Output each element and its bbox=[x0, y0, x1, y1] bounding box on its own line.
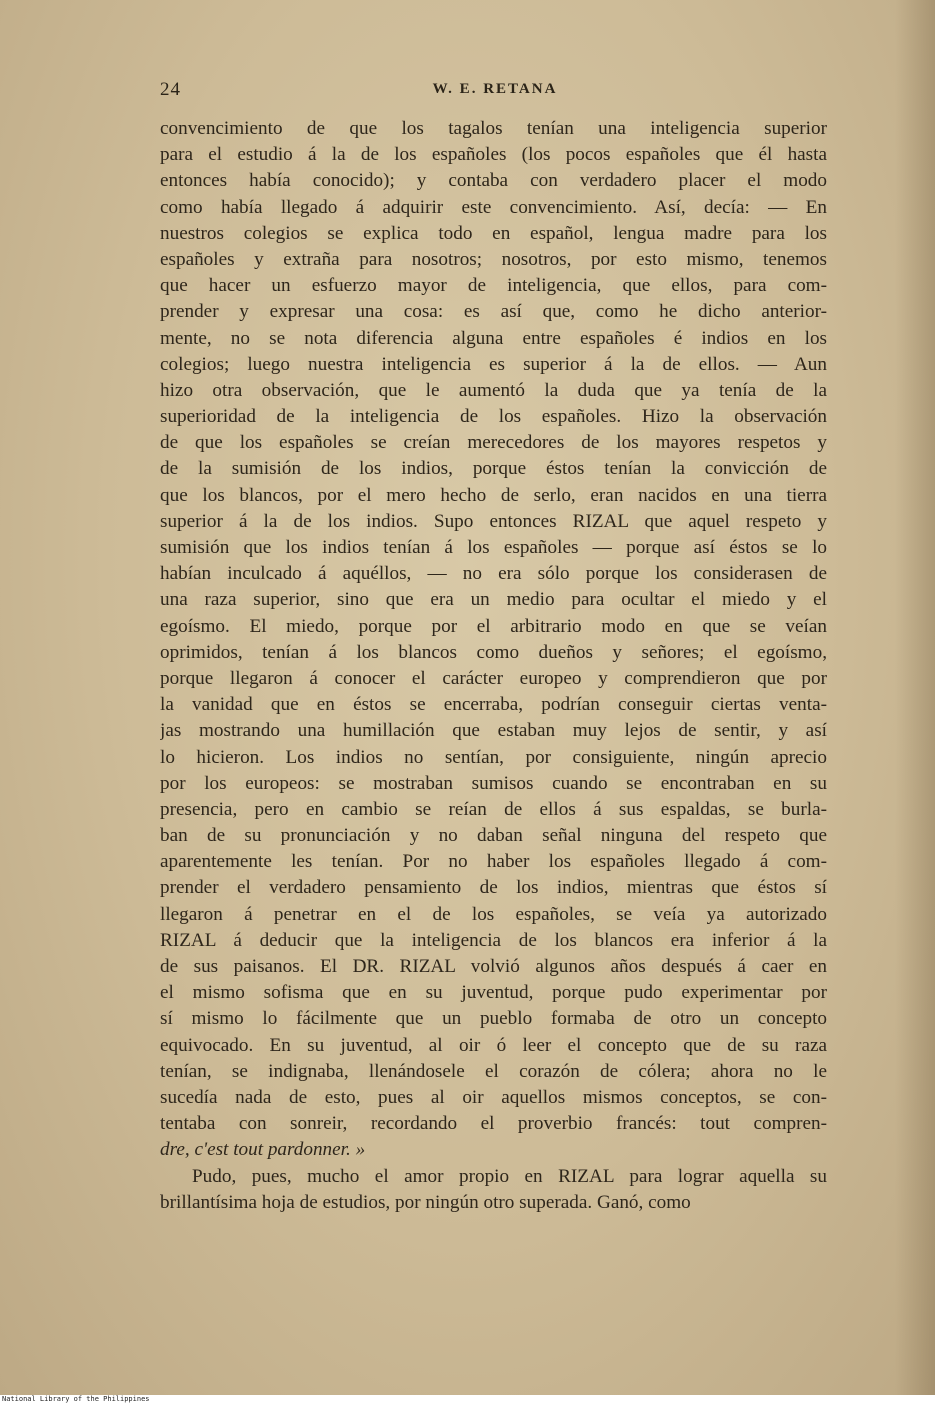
text-line: equivocado. En su juventud, al oir ó leer el concepto que de su raza bbox=[160, 1034, 827, 1056]
text-line: españoles y extraña para nosotros; nosotros, por esto mismo, tenemos bbox=[160, 248, 827, 270]
text-line: sucedía nada de esto, pues al oir aquellos mismos conceptos, se con- bbox=[160, 1086, 827, 1108]
text-line: egoísmo. El miedo, porque por el arbitrario modo en que se veían bbox=[160, 615, 827, 637]
text-line: llegaron á penetrar en el de los españoles, se veía ya autorizado bbox=[160, 903, 827, 925]
text-line: que hacer un esfuerzo mayor de inteligencia, que ellos, para com- bbox=[160, 275, 827, 297]
text-line: sí mismo lo fácilmente que un pueblo formaba de otro un concepto bbox=[160, 1008, 827, 1030]
text-line: habían inculcado á aquéllos, — no era sólo porque los considerasen de bbox=[160, 563, 827, 585]
text-line: convencimiento de que los tagalos tenían una inteligencia superior bbox=[160, 118, 827, 139]
text-line: de que los españoles se creían merecedores de los mayores respetos y bbox=[160, 432, 827, 454]
text-line: de la sumisión de los indios, porque éstos tenían la convicción de bbox=[160, 458, 827, 480]
text-line: jas mostrando una humillación que estaban muy lejos de sentir, y así bbox=[160, 720, 827, 742]
text-line: superior á la de los indios. Supo entonces RIZAL que aquel respeto y bbox=[160, 510, 827, 532]
page-number: 24 bbox=[160, 79, 181, 100]
text-line: aparentemente les tenían. Por no haber los españoles llegado á com- bbox=[160, 851, 827, 873]
text-line: sumisión que los indios tenían á los españoles — porque así éstos se lo bbox=[160, 537, 827, 558]
text-line: oprimidos, tenían á los blancos como dueños y señores; el egoísmo, bbox=[160, 641, 827, 663]
text-line: prender el verdadero pensamiento de los indios, mientras que éstos sí bbox=[160, 877, 827, 899]
text-line: entonces había conocido); y contaba con verdadero placer el modo bbox=[160, 170, 827, 192]
text-line: superioridad de la inteligencia de los españoles. Hizo la observación bbox=[160, 406, 827, 428]
text-line: por los europeos: se mostraban sumisos cuando se encontraban en su bbox=[160, 772, 827, 794]
text-line: RIZAL á deducir que la inteligencia de los blancos era inferior á la bbox=[160, 929, 827, 951]
running-head bbox=[160, 79, 830, 103]
text-line: para el estudio á la de los españoles (los pocos españoles que él hasta bbox=[160, 144, 827, 166]
library-credit: National Library of the Philippines bbox=[2, 1395, 150, 1403]
text-line: presencia, pero en cambio se reían de ellos á sus espaldas, se burla- bbox=[160, 798, 827, 820]
running-title: W. E. RETANA bbox=[432, 81, 558, 97]
text-line: como había llegado á adquirir este convencimiento. Así, decía: — En bbox=[160, 196, 827, 218]
text-line: tentaba con sonreir, recordando el proverbio francés: tout compren- bbox=[160, 1113, 827, 1135]
text-line: de sus paisanos. El DR. RIZAL volvió algunos años después á caer en bbox=[160, 956, 827, 977]
text-line: una raza superior, sino que era un medio para ocultar el miedo y el bbox=[160, 589, 827, 611]
text-line: nuestros colegios se explica todo en español, lengua madre para los bbox=[160, 222, 827, 244]
text-line: lo hicieron. Los indios no sentían, por consiguiente, ningún aprecio bbox=[160, 746, 827, 768]
text-line: que los blancos, por el mero hecho de serlo, eran nacidos en una tierra bbox=[160, 484, 827, 506]
text-line: hizo otra observación, que le aumentó la duda que ya tenía de la bbox=[160, 379, 827, 401]
text-line: dre, c'est tout pardonner. » bbox=[160, 1139, 366, 1161]
text-line: colegios; luego nuestra inteligencia es superior á la de ellos. — Aun bbox=[160, 353, 827, 375]
text-line: prender y expresar una cosa: es así que, como he dicho anterior- bbox=[160, 301, 827, 323]
text-line: el mismo sofisma que en su juventud, porque pudo experimentar por bbox=[160, 982, 827, 1004]
text-line: brillantísima hoja de estudios, por ningún otro superada. Ganó, como bbox=[160, 1191, 691, 1213]
text-line: la vanidad que en éstos se encerraba, podrían conseguir ciertas venta- bbox=[160, 694, 827, 716]
text-line: mente, no se nota diferencia alguna entre españoles é indios en los bbox=[160, 327, 827, 349]
text-line: tenían, se indignaba, llenándosele el corazón de cólera; ahora no le bbox=[160, 1060, 827, 1082]
text-line: porque llegaron á conocer el carácter europeo y comprendieron que por bbox=[160, 667, 827, 689]
text-line: ban de su pronunciación y no daban señal ninguna del respeto que bbox=[160, 825, 827, 847]
text-line: Pudo, pues, mucho el amor propio en RIZAL para lograr aquella su bbox=[192, 1165, 827, 1187]
body-text bbox=[160, 116, 827, 1216]
